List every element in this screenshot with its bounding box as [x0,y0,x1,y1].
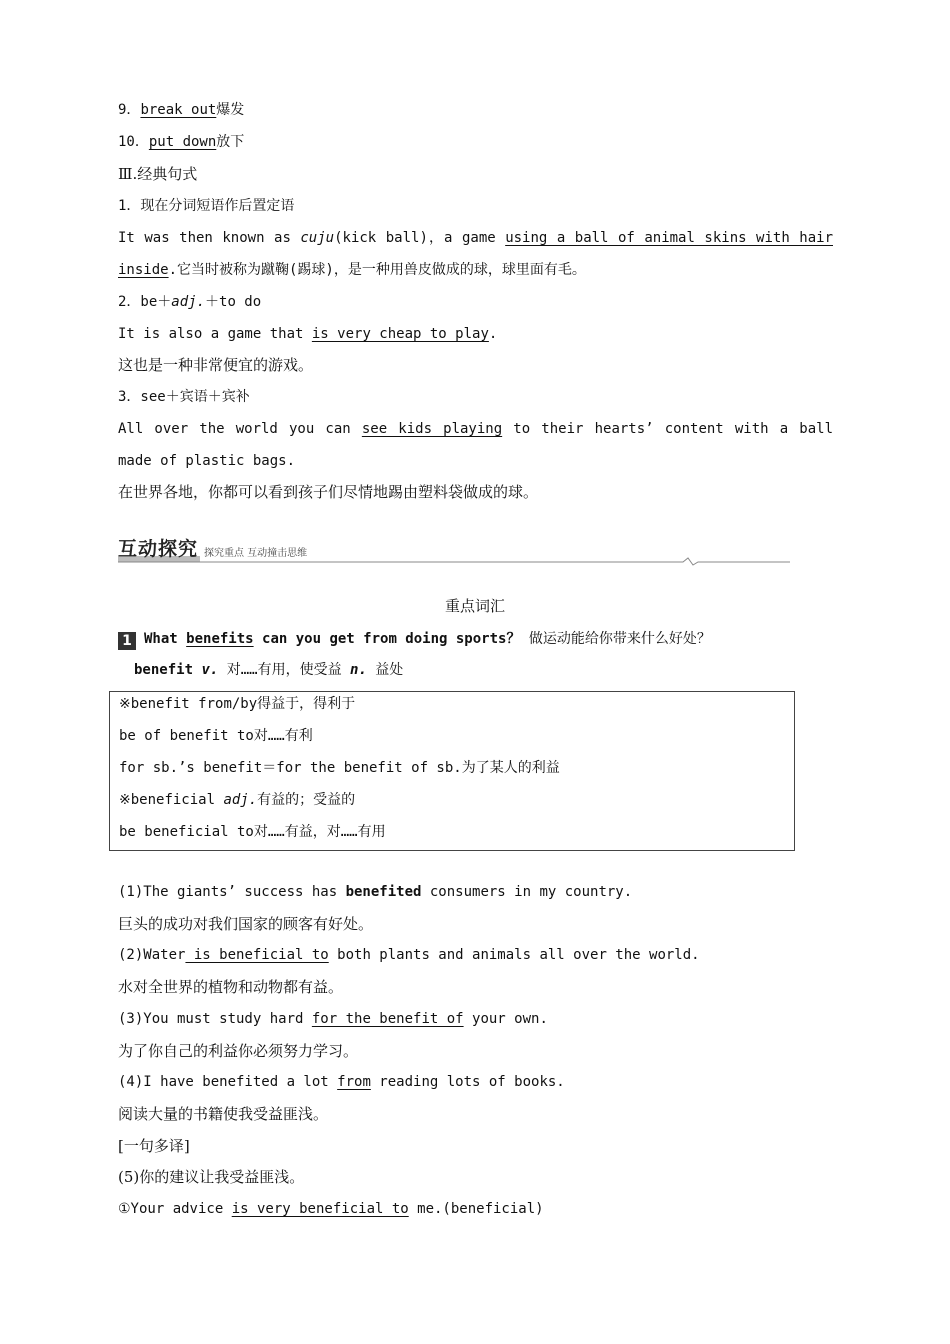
example-answer: is very beneficial to [231,1201,409,1217]
section-3-title: Ⅲ.经典句式 [118,165,198,183]
usage-zh: 得益于，得利于 [257,696,356,712]
phrase-item-10 [118,132,833,152]
example-text: ①Your advice [118,1201,232,1217]
pattern-1-title: 1．现在分词短语作后置定语 [118,198,295,214]
example-3 [118,1009,833,1029]
question-translation: 做运动能给你带来什么好处？ [520,631,711,647]
example-text: consumers in my country. [421,884,633,900]
sentence-answer: see kids playing [361,421,503,437]
sentence-answer: inside [118,262,169,278]
pattern-3-sentence-cont: made of plastic bags. [118,453,296,469]
example-text: (1)The giants’ success has [118,884,346,900]
meaning: 对……有用，使受益 [218,662,351,678]
usage-en: for sb.’s benefit＝for the benefit of sb. [119,760,462,776]
section-heading: 重点词汇 [444,597,505,615]
example-4-translation: 阅读大量的书籍使我受益匪浅。 [118,1105,329,1123]
title-italic: adj. [171,294,206,310]
phrase-answer: put down [148,134,217,150]
usage-en: be beneficial to [119,824,254,840]
usage-en: ※beneficial [119,792,224,808]
usage-zh: 对……有益，对……有用 [253,824,386,840]
sentence-translation: .它当时被称为蹴鞠(踢球)，是一种用兽皮做成的球，球里面有毛。 [168,262,586,278]
example-4 [118,1072,833,1092]
example-answer: from [337,1074,371,1090]
usage-zh: 为了某人的利益 [461,760,560,776]
example-5: (5)你的建议让我受益匪浅。 [118,1168,305,1186]
usage-zh: 对……有利 [253,728,313,744]
multi-translation-label: [一句多译] [118,1137,190,1155]
item-number-badge: 1 [118,632,136,650]
usage-pos: adj. [223,792,258,808]
example-keyword: benefited [345,884,422,900]
part-of-speech: n. [350,662,367,678]
pattern-1-sentence [118,228,833,248]
question-text: can you get from doing sports？ [253,631,521,647]
usage-line [119,694,834,714]
usage-en: be of benefit to [119,728,254,744]
section-banner [118,534,790,566]
title-text: ＋to do [205,294,262,310]
pattern-1-sentence-cont [118,260,833,280]
example-text: reading lots of books. [370,1074,565,1090]
sentence-italic: cuju [300,230,335,246]
headword: benefit [134,662,202,678]
banner-rule [118,556,790,566]
example-text: (2)Water [118,947,186,963]
usage-en: ※benefit from/by [119,696,258,712]
usage-box [109,691,795,851]
banner-subtitle: 探究重点 互动撞击思维 [204,548,308,559]
usage-zh: 有益的；受益的 [257,792,356,808]
phrase-answer: break out [140,102,217,118]
example-text: (4)I have benefited a lot [118,1074,338,1090]
sentence-text: All over the world you can [118,421,362,437]
pattern-3-title: 3．see＋宾语＋宾补 [118,389,250,405]
sentence-text: to their hearts’ content with a ball [502,421,834,437]
question-keyword: benefits [186,631,254,647]
example-2 [118,945,833,965]
phrase-meaning: 放下 [216,134,245,150]
vocab-item-1 [118,629,833,650]
example-text: (3)You must study hard [118,1011,312,1027]
sentence-answer: using a ball of animal skins with hair [505,230,833,246]
sentence-text: It is also a game that [118,326,312,342]
meaning: 益处 [366,662,404,678]
example-text: me.(beneficial) [408,1201,544,1217]
pattern-2-title [118,292,833,312]
usage-line [119,822,834,842]
banner-title: 互动探究 [118,538,199,560]
usage-line [119,758,834,778]
title-text: 2．be＋ [118,294,172,310]
sentence-answer: is very cheap to play [311,326,489,342]
example-1-translation: 巨头的成功对我们国家的顾客有好处。 [118,915,374,933]
sentence-text: It was then known as [118,230,301,246]
usage-line [119,790,834,810]
phrase-item-9 [118,100,833,120]
pattern-3-translation: 在世界各地，你都可以看到孩子们尽情地踢由塑料袋做成的球。 [118,483,539,501]
example-1 [118,882,833,902]
example-3-translation: 为了你自己的利益你必须努力学习。 [118,1042,359,1060]
example-answer: is beneficial to [185,947,329,963]
phrase-meaning: 爆发 [216,102,245,118]
phrase-number: 9． [118,102,141,118]
example-text: both plants and animals all over the world. [328,947,700,963]
pattern-2-sentence [118,324,833,344]
question-text: What [144,631,187,647]
sentence-text: (kick ball)，a game [334,230,506,246]
part-of-speech: v. [201,662,219,678]
phrase-number: 10． [118,134,149,150]
pattern-2-translation: 这也是一种非常便宜的游戏。 [118,356,314,374]
word-definition [134,660,849,680]
example-answer: for the benefit of [311,1011,464,1027]
usage-line [119,726,834,746]
example-5-answer-1 [118,1199,833,1219]
example-2-translation: 水对全世界的植物和动物都有益。 [118,978,344,996]
pattern-3-sentence [118,419,833,439]
example-text: your own. [463,1011,548,1027]
sentence-text: . [488,326,498,342]
